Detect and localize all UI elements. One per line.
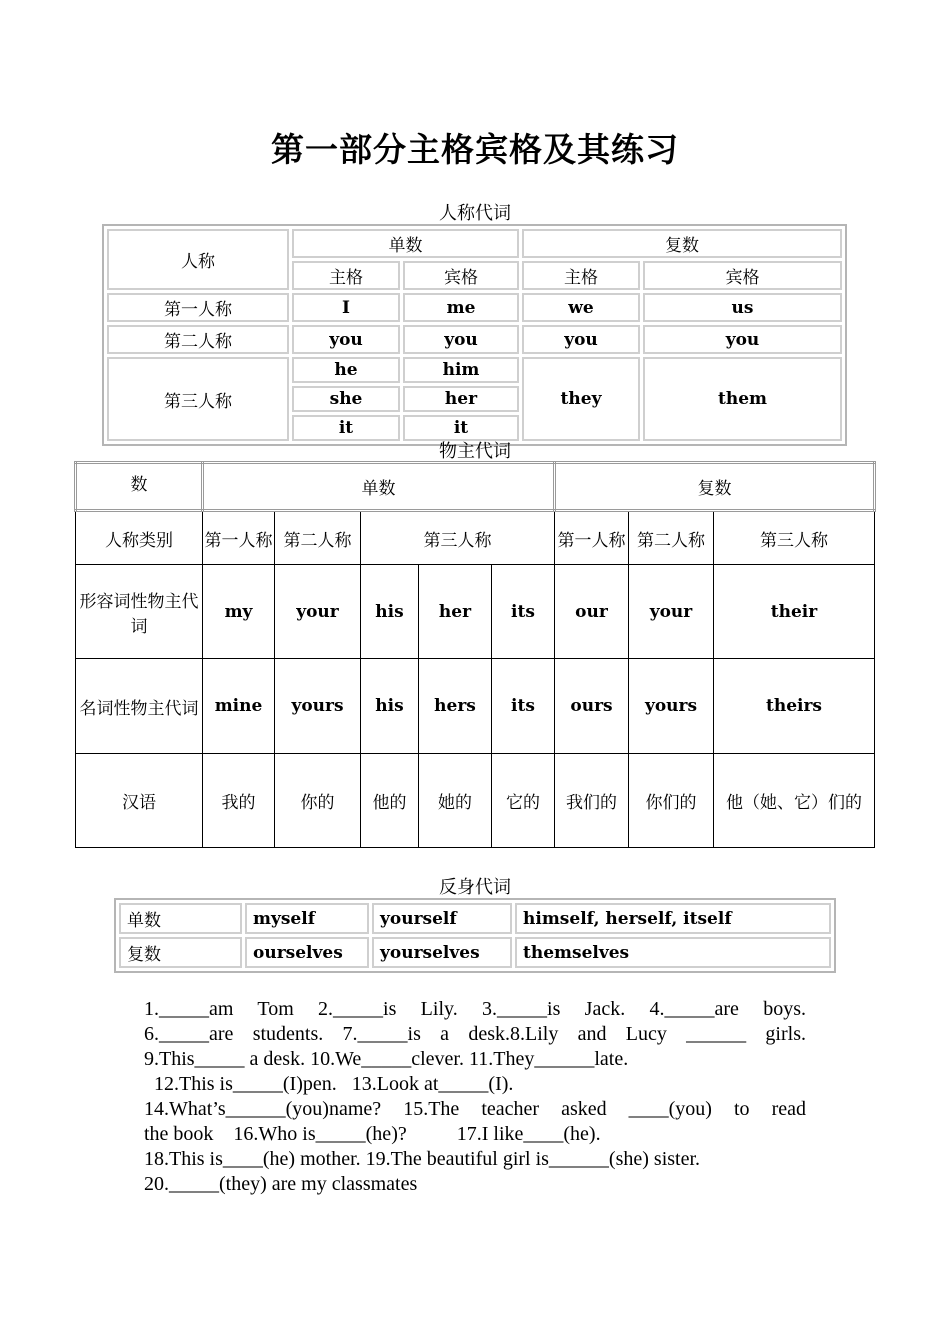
third-person-header: 第三人称	[361, 511, 555, 565]
table-row	[107, 357, 842, 383]
exercise-line: 20._____(they) are my classmates	[144, 1173, 418, 1195]
table-cell: your	[629, 565, 714, 659]
singular-header: 单数	[292, 229, 519, 258]
reflexive-pronoun-caption: 反身代词	[439, 877, 511, 898]
table-cell: its	[492, 659, 555, 754]
table-cell: you	[522, 325, 640, 354]
first-person-header: 第一人称	[203, 511, 275, 565]
row-label: 汉语	[76, 754, 203, 848]
table-cell: yourselves	[372, 937, 512, 968]
table-row	[107, 293, 842, 322]
table-row	[76, 659, 875, 754]
personal-pronoun-table	[102, 224, 847, 446]
subject-header: 主格	[522, 261, 640, 290]
object-header: 宾格	[403, 261, 519, 290]
table-cell: 我的	[203, 754, 275, 848]
table-cell: we	[522, 293, 640, 322]
table-cell: him	[403, 357, 519, 383]
table-cell: mine	[203, 659, 275, 754]
table-row	[107, 325, 842, 354]
table-cell: my	[203, 565, 275, 659]
exercise-line: 6._____are students. 7._____is a desk.8.Lily and Lucy ______ girls.	[144, 1023, 806, 1045]
table-cell: 你们的	[629, 754, 714, 848]
singular-header: 单数	[203, 463, 555, 511]
second-person-header: 第二人称	[629, 511, 714, 565]
possessive-pronoun-table	[74, 461, 876, 848]
reflexive-pronoun-table	[114, 898, 836, 973]
first-person-header: 第一人称	[555, 511, 629, 565]
table-cell: his	[361, 565, 419, 659]
table-cell: its	[492, 565, 555, 659]
personal-pronoun-caption: 人称代词	[439, 203, 511, 224]
table-cell: you	[292, 325, 400, 354]
row-label: 第二人称	[107, 325, 289, 354]
plural-header: 复数	[555, 463, 875, 511]
row-label: 第三人称	[107, 357, 289, 441]
exercise-block	[144, 997, 806, 1197]
table-cell: she	[292, 386, 400, 412]
table-cell: 他的	[361, 754, 419, 848]
table-row	[119, 937, 831, 968]
number-header: 数	[76, 463, 203, 511]
table-cell: 她的	[419, 754, 492, 848]
table-cell: yours	[629, 659, 714, 754]
table-cell: 它的	[492, 754, 555, 848]
row-label: 名词性物主代词	[76, 659, 203, 754]
table-cell: ourselves	[245, 937, 369, 968]
possessive-pronoun-caption: 物主代词	[439, 441, 511, 462]
table-cell: 你的	[275, 754, 361, 848]
table-cell: myself	[245, 903, 369, 934]
category-header: 人称类别	[76, 511, 203, 565]
table-cell: 他（她、它）们的	[714, 754, 875, 848]
table-cell: your	[275, 565, 361, 659]
exercise-line: the book 16.Who is_____(he)? 17.I like____(he).	[144, 1123, 601, 1145]
table-cell: her	[403, 386, 519, 412]
table-cell: 我们的	[555, 754, 629, 848]
table-cell: our	[555, 565, 629, 659]
table-cell: themselves	[515, 937, 831, 968]
exercise-line: 9.This_____ a desk. 10.We_____clever. 11.They______late.	[144, 1048, 629, 1070]
third-person-header: 第三人称	[714, 511, 875, 565]
exercise-line: 12.This is_____(I)pen. 13.Look at_____(I).	[144, 1073, 514, 1095]
row-label: 单数	[119, 903, 242, 934]
table-cell: you	[403, 325, 519, 354]
page-title: 第一部分主格宾格及其练习	[271, 130, 679, 169]
table-cell: I	[292, 293, 400, 322]
table-cell: it	[403, 415, 519, 441]
table-cell: it	[292, 415, 400, 441]
table-cell: us	[643, 293, 842, 322]
table-cell: ours	[555, 659, 629, 754]
table-cell: them	[643, 357, 842, 441]
table-row	[76, 565, 875, 659]
table-cell: me	[403, 293, 519, 322]
row-label: 复数	[119, 937, 242, 968]
table-cell: you	[643, 325, 842, 354]
plural-header: 复数	[522, 229, 842, 258]
table-cell: yourself	[372, 903, 512, 934]
table-cell: their	[714, 565, 875, 659]
subject-header: 主格	[292, 261, 400, 290]
table-cell: hers	[419, 659, 492, 754]
person-header: 人称	[107, 229, 289, 290]
table-cell: theirs	[714, 659, 875, 754]
table-row	[76, 754, 875, 848]
table-cell: his	[361, 659, 419, 754]
table-cell: himself, herself, itself	[515, 903, 831, 934]
row-label: 形容词性物主代词	[76, 565, 203, 659]
exercise-line: 18.This is____(he) mother. 19.The beautiful girl is______(she) sister.	[144, 1148, 701, 1170]
table-cell: her	[419, 565, 492, 659]
exercise-line: 1._____am Tom 2._____is Lily. 3._____is Jack. 4._____are boys.	[144, 998, 806, 1020]
row-label: 第一人称	[107, 293, 289, 322]
second-person-header: 第二人称	[275, 511, 361, 565]
exercise-line: 14.What’s______(you)name? 15.The teacher asked ____(you) to read	[144, 1098, 806, 1120]
object-header: 宾格	[643, 261, 842, 290]
table-cell: yours	[275, 659, 361, 754]
table-row	[119, 903, 831, 934]
table-cell: they	[522, 357, 640, 441]
table-cell: he	[292, 357, 400, 383]
